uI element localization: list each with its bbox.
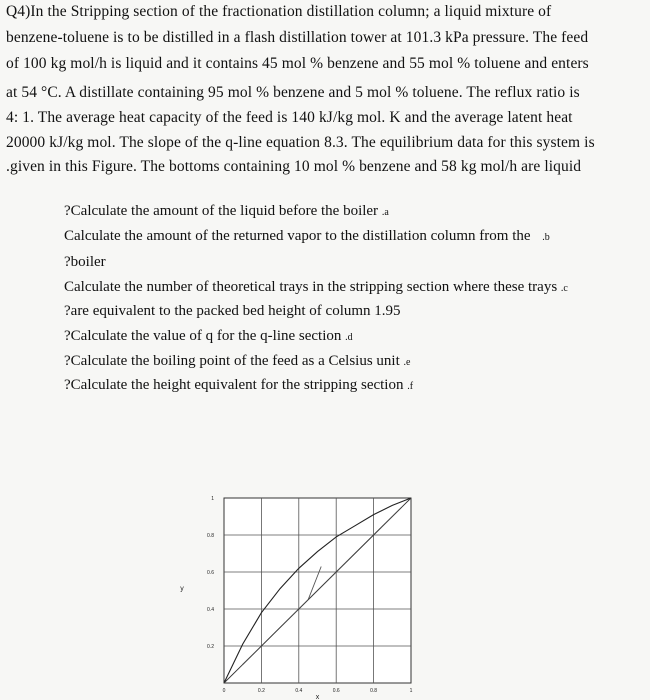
intro-line: .given in this Figure. The bottoms containing 10 mol % benzene and 58 kg mol/h are liquid (6, 158, 582, 175)
x-tick-label: 0.4 (295, 688, 303, 694)
question-marker: .d (345, 332, 353, 343)
question-text: ?Calculate the height equivalent for the stripping section (64, 377, 404, 393)
intro-line: 4: 1. The average heat capacity of the feed is 140 kJ/kg mol. K and the average latent heat (6, 109, 573, 126)
question-text: Calculate the amount of the returned vapor to the distillation column from the (64, 228, 531, 244)
intro-line: Q4)In the Stripping section of the fractionation distillation column; a liquid mixture of (6, 3, 552, 20)
question-text: ?boiler (64, 254, 106, 270)
y-tick-label: 0.4 (207, 607, 214, 613)
x-tick-label: 0 (222, 688, 226, 694)
intro-line: 20000 kJ/kg mol. The slope of the q-line equation 8.3. The equilibrium data for this system is (6, 134, 595, 151)
intro-line: of 100 kg mol/h is liquid and it contains 45 mol % benzene and 55 mol % toluene and enters (6, 55, 589, 72)
x-tick-label: 1 (409, 688, 413, 694)
y-tick-label: 1 (211, 496, 214, 502)
intro-line: at 54 °C. A distillate containing 95 mol % benzene and 5 mol % toluene. The reflux ratio is (6, 84, 580, 101)
question-text: ?are equivalent to the packed bed height of column 1.95 (64, 303, 401, 319)
question-text: ?Calculate the boiling point of the feed as a Celsius unit (64, 353, 400, 369)
intro-line: benzene-toluene is to be distilled in a flash distillation tower at 101.3 kPa pressure. The feed (6, 29, 589, 46)
question-marker: .e (403, 357, 411, 368)
x-axis-label: x (315, 694, 320, 700)
question-marker: .c (560, 283, 568, 294)
y-tick-label: 0.8 (207, 533, 214, 539)
x-tick-label: 0.6 (332, 688, 340, 694)
question-text: Calculate the number of theoretical trays in the stripping section where these trays (64, 279, 558, 295)
question-marker: .a (381, 207, 389, 218)
question-marker: .f (407, 381, 414, 392)
y-axis-label: y (180, 585, 184, 593)
question-marker: .b (542, 232, 550, 243)
question-text: ?Calculate the amount of the liquid before the boiler (64, 203, 379, 219)
x-tick-label: 0.2 (257, 688, 265, 694)
x-tick-label: 0.8 (370, 688, 378, 694)
y-tick-label: 0.2 (207, 644, 214, 650)
y-tick-label: 0.6 (207, 570, 214, 576)
question-text: ?Calculate the value of q for the q-line section (64, 328, 342, 344)
